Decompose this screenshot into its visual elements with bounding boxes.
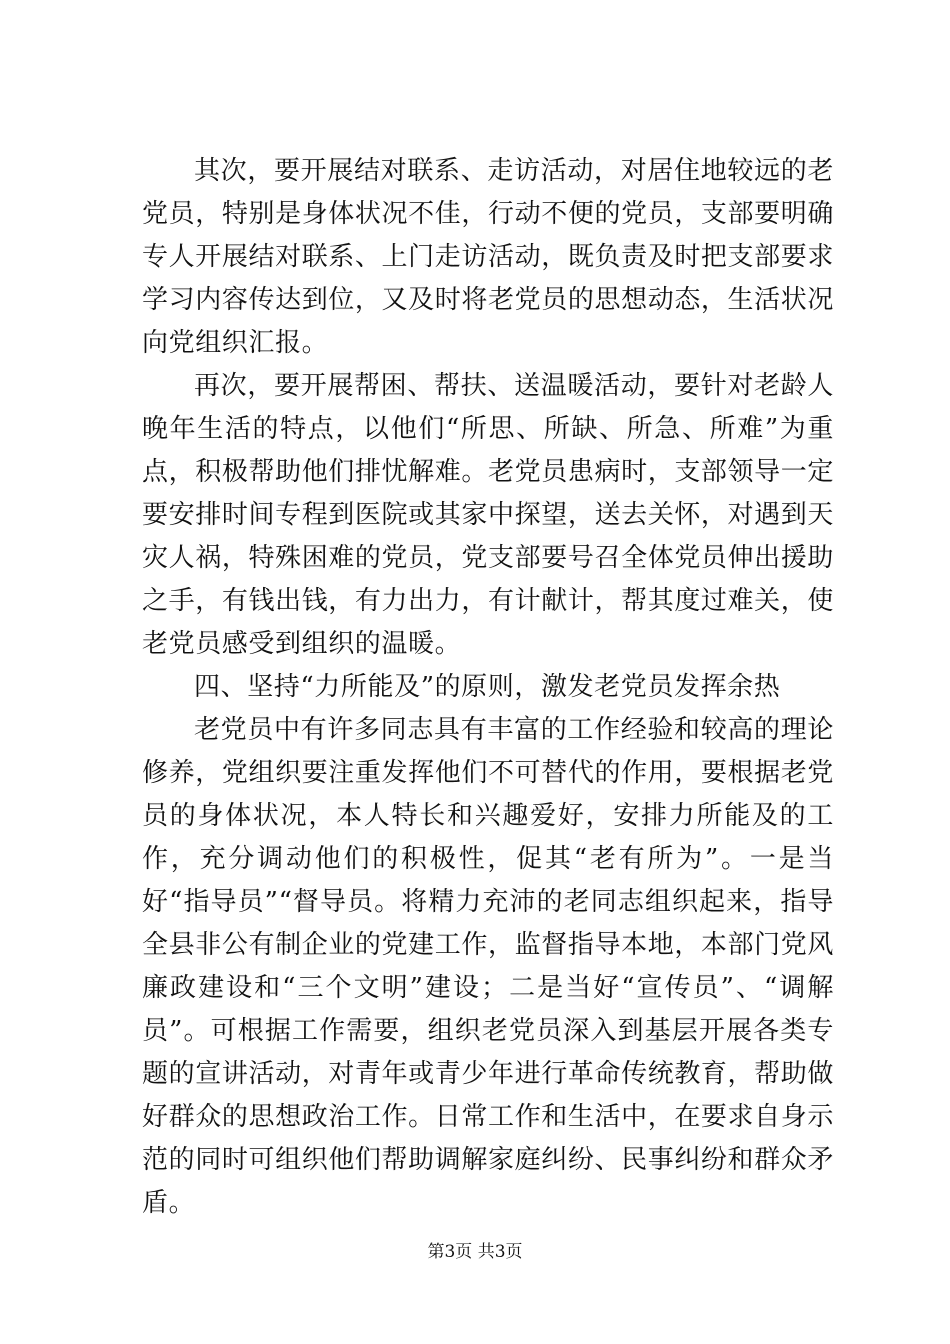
paragraph-pairing-visits: 其次，要开展结对联系、走访活动，对居住地较远的老党员，特别是身体状况不佳，行动不便的党员，支部要明确专人开展结对联系、上门走访活动，既负责及时把支部要求学习内容传达到位，又及时将老党员的思想动态，生活状况向党组织汇报。	[142, 156, 834, 358]
paragraph-veteran-contributions: 老党员中有许多同志具有丰富的工作经验和较高的理论修养，党组织要注重发挥他们不可替代的作用，要根据老党员的身体状况，本人特长和兴趣爱好，安排力所能及的工作，充分调动他们的积极性，促其“老有所为”。一是当好“指导员”“督导员。将精力充沛的老同志组织起来，指导全县非公有制企业的党建工作，监督指导本地，本部门党风廉政建设和“三个文明”建设；二是当好“宣传员”、“调解员”。可根据工作需要，组织老党员深入到基层开展各类专题的宣讲活动，对青年或青少年进行革命传统教育，帮助做好群众的思想政治工作。日常工作和生活中，在要求自身示范的同时可组织他们帮助调解家庭纠纷、民事纠纷和群众矛盾。	[142, 715, 834, 1218]
document-body	[142, 150, 834, 1225]
page-number-label: 第3页 共3页	[427, 1242, 523, 1262]
page-footer	[0, 1240, 950, 1264]
paragraph-assistance-warmth: 再次，要开展帮困、帮扶、送温暖活动，要针对老龄人晚年生活的特点，以他们“所思、所缺、所急、所难”为重点，积极帮助他们排忧解难。老党员患病时，支部领导一定要安排时间专程到医院或其家中探望，送去关怀，对遇到天灾人祸，特殊困难的党员，党支部要号召全体党员伸出援助之手，有钱出钱，有力出力，有计献计，帮其度过难关，使老党员感受到组织的温暖。	[142, 371, 834, 659]
section-heading-four: 四、坚持“力所能及”的原则，激发老党员发挥余热	[194, 672, 781, 702]
